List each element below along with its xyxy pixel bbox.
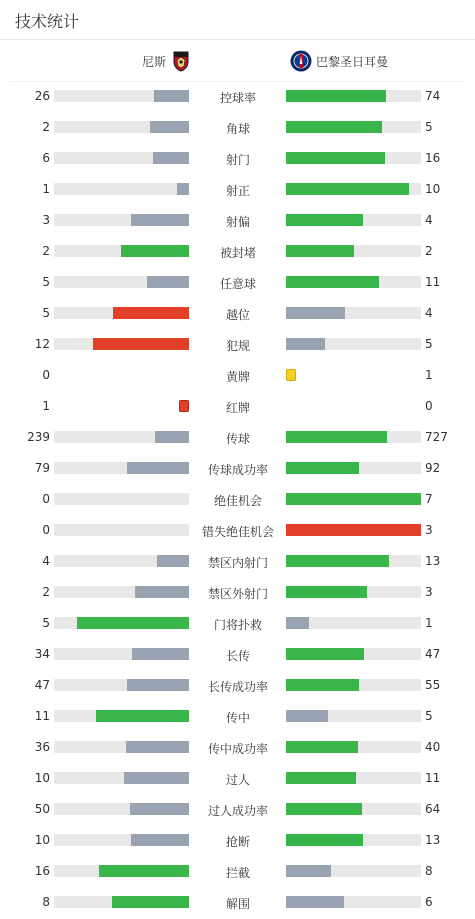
home-bar-track bbox=[54, 865, 189, 877]
home-value: 12 bbox=[34, 337, 50, 351]
away-bar-fill bbox=[286, 834, 363, 846]
stat-label: 越位 bbox=[225, 308, 250, 322]
stat-row bbox=[0, 794, 475, 825]
away-value: 4 bbox=[425, 306, 433, 320]
home-bar-track bbox=[54, 431, 189, 443]
away-bar-fill bbox=[286, 710, 328, 722]
stat-row bbox=[0, 670, 475, 701]
away-bar-track bbox=[286, 462, 421, 474]
stat-row bbox=[0, 484, 475, 515]
home-value: 5 bbox=[42, 306, 50, 320]
home-value: 0 bbox=[42, 492, 50, 506]
home-value: 26 bbox=[34, 89, 50, 103]
away-bar-fill bbox=[286, 307, 345, 319]
away-bar-track bbox=[286, 648, 421, 660]
away-value: 5 bbox=[425, 337, 433, 351]
away-bar-track bbox=[286, 524, 421, 536]
stat-label: 长传成功率 bbox=[207, 680, 268, 694]
home-value: 1 bbox=[42, 399, 50, 413]
stat-label: 过人成功率 bbox=[207, 804, 268, 818]
stat-label: 解围 bbox=[225, 897, 250, 911]
home-value: 2 bbox=[42, 120, 50, 134]
home-bar-fill bbox=[147, 276, 189, 288]
home-value: 2 bbox=[42, 585, 50, 599]
stat-row bbox=[0, 329, 475, 360]
away-bar-track bbox=[286, 245, 421, 257]
home-bar-fill bbox=[150, 121, 189, 133]
away-team[interactable] bbox=[290, 41, 392, 81]
home-bar-track bbox=[54, 90, 189, 102]
home-bar-track bbox=[54, 710, 189, 722]
stat-row bbox=[0, 608, 475, 639]
home-bar-fill bbox=[99, 865, 189, 877]
home-value: 10 bbox=[34, 771, 50, 785]
home-bar-track bbox=[54, 245, 189, 257]
away-value: 727 bbox=[425, 430, 448, 444]
away-bar-fill bbox=[286, 431, 387, 443]
away-bar-track bbox=[286, 307, 421, 319]
stat-label: 传球 bbox=[225, 432, 250, 446]
away-bar-fill bbox=[286, 338, 325, 350]
stat-label: 射正 bbox=[225, 184, 250, 198]
nice-crest-icon bbox=[170, 50, 192, 72]
away-bar-fill bbox=[286, 896, 344, 908]
away-bar-track bbox=[286, 338, 421, 350]
home-value: 1 bbox=[42, 182, 50, 196]
stat-label: 绝佳机会 bbox=[213, 494, 262, 508]
stat-row bbox=[0, 143, 475, 174]
stat-label: 拦截 bbox=[225, 866, 250, 880]
home-value: 34 bbox=[34, 647, 50, 661]
away-value: 3 bbox=[425, 523, 433, 537]
stat-label: 黄牌 bbox=[225, 370, 250, 384]
away-bar-fill bbox=[286, 214, 363, 226]
home-bar-fill bbox=[126, 741, 189, 753]
stat-label: 传中成功率 bbox=[207, 742, 268, 756]
away-value: 8 bbox=[425, 864, 433, 878]
stat-label: 犯规 bbox=[225, 339, 250, 353]
away-value: 3 bbox=[425, 585, 433, 599]
teams-header bbox=[10, 41, 465, 82]
page-title: 技术统计 bbox=[15, 12, 80, 31]
stat-label: 长传 bbox=[225, 649, 250, 663]
home-bar-fill bbox=[154, 90, 189, 102]
away-value: 5 bbox=[425, 120, 433, 134]
away-bar-track bbox=[286, 896, 421, 908]
away-bar-track bbox=[286, 586, 421, 598]
home-value: 16 bbox=[34, 864, 50, 878]
away-bar-fill bbox=[286, 462, 359, 474]
home-value: 50 bbox=[34, 802, 50, 816]
home-bar-fill bbox=[153, 152, 189, 164]
away-value: 40 bbox=[425, 740, 441, 754]
stat-label: 错失绝佳机会 bbox=[201, 525, 274, 539]
away-bar-track bbox=[286, 865, 421, 877]
home-team-name: 尼斯 bbox=[142, 54, 167, 69]
stat-row bbox=[0, 515, 475, 546]
away-bar-track bbox=[286, 555, 421, 567]
home-bar-fill bbox=[131, 214, 189, 226]
away-team-name: 巴黎圣日耳曼 bbox=[316, 54, 389, 69]
away-value: 1 bbox=[425, 616, 433, 630]
home-bar-fill bbox=[124, 772, 189, 784]
home-bar-fill bbox=[130, 803, 189, 815]
home-bar-track bbox=[54, 338, 189, 350]
home-value: 0 bbox=[42, 523, 50, 537]
stat-row bbox=[0, 763, 475, 794]
away-bar-fill bbox=[286, 121, 382, 133]
home-bar-fill bbox=[121, 245, 189, 257]
away-bar-track bbox=[286, 617, 421, 629]
home-team[interactable] bbox=[138, 41, 192, 81]
stats-header bbox=[0, 0, 475, 40]
home-bar-track bbox=[54, 772, 189, 784]
stat-label: 禁区内射门 bbox=[207, 556, 268, 570]
away-bar-fill bbox=[286, 803, 362, 815]
home-bar-track bbox=[54, 741, 189, 753]
stat-label: 射门 bbox=[225, 153, 250, 167]
stat-row bbox=[0, 422, 475, 453]
home-bar-fill bbox=[113, 307, 189, 319]
stat-row bbox=[0, 701, 475, 732]
away-bar-track bbox=[286, 121, 421, 133]
away-bar-track bbox=[286, 431, 421, 443]
home-bar-track bbox=[54, 834, 189, 846]
stat-label: 控球率 bbox=[219, 91, 256, 105]
home-value: 8 bbox=[42, 895, 50, 909]
stat-row bbox=[0, 236, 475, 267]
away-value: 55 bbox=[425, 678, 441, 692]
away-bar-fill bbox=[286, 90, 386, 102]
home-bar-fill bbox=[132, 648, 189, 660]
home-bar-fill bbox=[177, 183, 189, 195]
away-value: 5 bbox=[425, 709, 433, 723]
home-bar-track bbox=[54, 214, 189, 226]
home-bar-track bbox=[54, 276, 189, 288]
stat-row bbox=[0, 639, 475, 670]
away-value: 4 bbox=[425, 213, 433, 227]
stat-label: 传中 bbox=[225, 711, 250, 725]
stat-row bbox=[0, 360, 475, 391]
away-value: 11 bbox=[425, 275, 441, 289]
away-bar-fill bbox=[286, 152, 385, 164]
stat-label: 门将扑救 bbox=[213, 618, 262, 632]
away-bar-fill bbox=[286, 586, 367, 598]
stat-row bbox=[0, 81, 475, 112]
away-value: 74 bbox=[425, 89, 441, 103]
home-bar-fill bbox=[127, 462, 189, 474]
home-bar-fill bbox=[112, 896, 189, 908]
home-bar-fill bbox=[155, 431, 189, 443]
away-bar-fill bbox=[286, 555, 389, 567]
home-value: 6 bbox=[42, 151, 50, 165]
away-value: 47 bbox=[425, 647, 441, 661]
away-bar-fill bbox=[286, 493, 421, 505]
home-bar-track bbox=[54, 648, 189, 660]
home-bar-fill bbox=[157, 555, 189, 567]
away-value: 0 bbox=[425, 399, 433, 413]
away-bar-track bbox=[286, 803, 421, 815]
away-bar-fill bbox=[286, 648, 364, 660]
stat-row bbox=[0, 267, 475, 298]
home-value: 0 bbox=[42, 368, 50, 382]
home-bar-track bbox=[54, 493, 189, 505]
home-value: 5 bbox=[42, 616, 50, 630]
stat-label: 过人 bbox=[225, 773, 250, 787]
stat-label: 传球成功率 bbox=[207, 463, 268, 477]
away-value: 2 bbox=[425, 244, 433, 258]
away-value: 13 bbox=[425, 554, 441, 568]
away-bar-track bbox=[286, 183, 421, 195]
away-bar-track bbox=[286, 152, 421, 164]
home-bar-fill bbox=[131, 834, 189, 846]
away-value: 11 bbox=[425, 771, 441, 785]
away-bar-fill bbox=[286, 772, 356, 784]
stat-label: 被封堵 bbox=[219, 246, 256, 260]
away-value: 6 bbox=[425, 895, 433, 909]
stat-row bbox=[0, 298, 475, 329]
away-bar-track bbox=[286, 710, 421, 722]
away-value: 10 bbox=[425, 182, 441, 196]
stat-label: 角球 bbox=[225, 122, 250, 136]
home-bar-track bbox=[54, 617, 189, 629]
away-bar-track bbox=[286, 90, 421, 102]
away-value: 1 bbox=[425, 368, 433, 382]
stat-row bbox=[0, 732, 475, 763]
away-bar-track bbox=[286, 741, 421, 753]
stat-row bbox=[0, 174, 475, 205]
away-bar-fill bbox=[286, 245, 354, 257]
home-value: 79 bbox=[34, 461, 50, 475]
home-bar-fill bbox=[135, 586, 189, 598]
stat-label: 射偏 bbox=[225, 215, 250, 229]
stat-row bbox=[0, 453, 475, 484]
stat-row bbox=[0, 577, 475, 608]
away-bar-track bbox=[286, 276, 421, 288]
stat-row bbox=[0, 391, 475, 422]
away-bar-track bbox=[286, 772, 421, 784]
away-value: 7 bbox=[425, 492, 433, 506]
home-value: 239 bbox=[27, 430, 50, 444]
home-bar-track bbox=[54, 152, 189, 164]
away-bar-fill bbox=[286, 524, 421, 536]
home-bar-fill bbox=[77, 617, 189, 629]
home-bar-fill bbox=[127, 679, 189, 691]
away-bar-fill bbox=[286, 741, 358, 753]
away-bar-track bbox=[286, 214, 421, 226]
stat-row bbox=[0, 205, 475, 236]
home-bar-track bbox=[54, 803, 189, 815]
home-bar-track bbox=[54, 586, 189, 598]
home-value: 5 bbox=[42, 275, 50, 289]
stat-row bbox=[0, 546, 475, 577]
yellow-card-icon bbox=[286, 369, 296, 381]
home-value: 4 bbox=[42, 554, 50, 568]
home-bar-track bbox=[54, 524, 189, 536]
home-bar-track bbox=[54, 462, 189, 474]
away-value: 13 bbox=[425, 833, 441, 847]
stat-label: 抢断 bbox=[225, 835, 250, 849]
away-bar-fill bbox=[286, 276, 379, 288]
home-bar-track bbox=[54, 679, 189, 691]
home-value: 47 bbox=[34, 678, 50, 692]
stat-row bbox=[0, 112, 475, 143]
stat-row bbox=[0, 825, 475, 856]
away-bar-track bbox=[286, 834, 421, 846]
psg-crest-icon bbox=[290, 50, 312, 72]
away-bar-track bbox=[286, 493, 421, 505]
home-value: 10 bbox=[34, 833, 50, 847]
home-value: 3 bbox=[42, 213, 50, 227]
home-value: 36 bbox=[34, 740, 50, 754]
stat-label: 禁区外射门 bbox=[207, 587, 268, 601]
home-value: 2 bbox=[42, 244, 50, 258]
away-bar-fill bbox=[286, 617, 309, 629]
stat-label: 红牌 bbox=[225, 401, 250, 415]
home-bar-track bbox=[54, 555, 189, 567]
stat-label: 任意球 bbox=[219, 277, 256, 291]
home-value: 11 bbox=[34, 709, 50, 723]
away-bar-fill bbox=[286, 865, 331, 877]
stat-row bbox=[0, 887, 475, 918]
home-bar-fill bbox=[93, 338, 189, 350]
away-bar-fill bbox=[286, 679, 359, 691]
away-value: 92 bbox=[425, 461, 441, 475]
away-value: 64 bbox=[425, 802, 441, 816]
away-value: 16 bbox=[425, 151, 441, 165]
home-bar-track bbox=[54, 896, 189, 908]
away-bar-track bbox=[286, 679, 421, 691]
stat-row bbox=[0, 856, 475, 887]
red-card-icon bbox=[179, 400, 189, 412]
away-bar-fill bbox=[286, 183, 409, 195]
home-bar-track bbox=[54, 307, 189, 319]
home-bar-track bbox=[54, 121, 189, 133]
home-bar-track bbox=[54, 183, 189, 195]
home-bar-fill bbox=[96, 710, 189, 722]
